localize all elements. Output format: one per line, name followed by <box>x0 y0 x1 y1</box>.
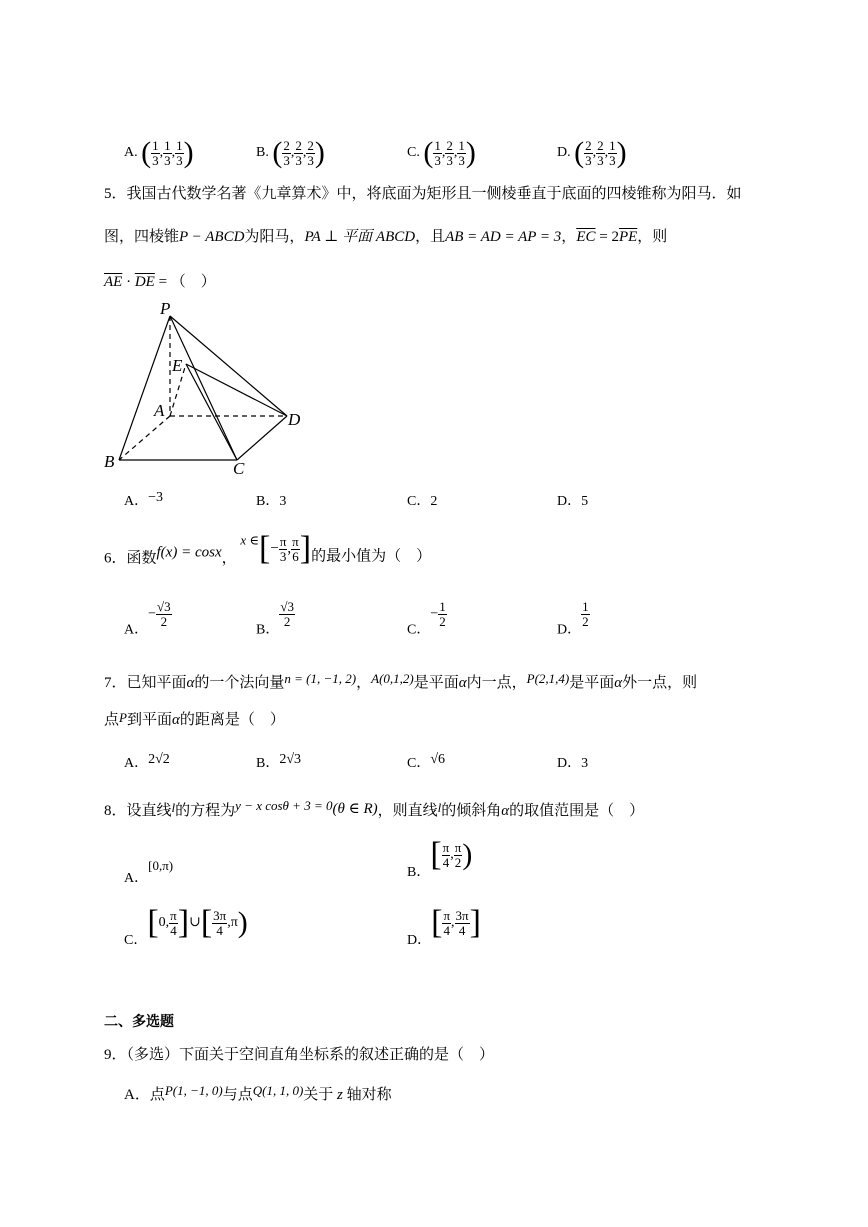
q8-option-a: A．[0,π) <box>124 858 174 886</box>
segment-ec <box>186 364 237 460</box>
q6-stem: 6．函数f(x) = cosx， x ∈[− $\frac{\pi}{3}$ , $\frac{\pi}{6}$ ]的最小值为（ ） <box>104 530 432 567</box>
vector-ec: $\overline{EC}$ <box>576 229 596 245</box>
label-e: E <box>172 356 183 375</box>
edge-cd <box>237 416 287 460</box>
q7-option-c: C．√6 <box>407 752 446 771</box>
label-a: A <box>154 401 165 420</box>
q4-option-c: C. ( $\frac{1}{3}$ , $\frac{2}{3}$ , $\frac{1}{3}$ ) <box>407 136 476 169</box>
edge-pb <box>119 316 170 460</box>
q9-stem: 9．（多选）下面关于空间直角坐标系的叙述正确的是（ ） <box>104 1047 495 1063</box>
q7-option-d: D．3 <box>557 756 589 771</box>
q4-option-d: D. ( $\frac{2}{3}$ , $\frac{2}{3}$ , $\frac{1}{3}$ ) <box>557 136 627 169</box>
section-heading: 二、多选题 <box>104 1014 174 1030</box>
q5-option-a: A．−3 <box>124 490 164 509</box>
q7-option-a: A．2√2 <box>124 752 170 771</box>
q5-option-c: C．2 <box>407 494 438 509</box>
label-b: B <box>104 452 115 471</box>
q5-line1: 5．我国古代数学名著《九章算术》中，将底面为矩形且一侧棱垂直于底面的四棱锥称为阳马．如 <box>104 186 742 202</box>
label-p: P <box>160 299 171 318</box>
q4-option-b: B. ( $\frac{2}{3}$ , $\frac{2}{3}$ , $\frac{2}{3}$ ) <box>256 136 325 169</box>
q5-line3: $\overline{AE} \cdot \overline{DE}$ = （ ） <box>104 274 216 290</box>
pyramid-figure <box>96 296 316 482</box>
q6-option-c: C．− $\frac{1}{2}$ <box>407 599 446 638</box>
q5-option-d: D．5 <box>557 494 589 509</box>
q6-option-b: B． $\frac{√3}{2}$ <box>256 599 294 638</box>
q8-option-b: B．[ $\frac{\pi}{4}$ , $\frac{\pi}{2}$ ) <box>407 836 473 881</box>
q6-option-a: A．− $\frac{√3}{2}$ <box>124 599 171 638</box>
edge-pc <box>170 316 237 460</box>
vector-de: $\overline{DE}$ <box>134 274 155 290</box>
q4-option-a: A. ( $\frac{1}{3}$ , $\frac{1}{3}$ , $\frac{1}{3}$ ) <box>124 136 194 169</box>
q6-option-d: D． $\frac{1}{2}$ <box>557 599 589 638</box>
q7-line2: 点P到平面α的距离是（ ） <box>104 710 285 728</box>
q9-option-a: A．点P(1, −1, 0)与点Q(1, 1, 0)关于 z 轴对称 <box>124 1083 392 1103</box>
segment-ed <box>186 364 287 416</box>
label-c: C <box>233 459 245 478</box>
q5-line2: 图，四棱锥P − ABCD为阳马，PA ⊥ 平面 ABCD，且AB = AD = AP = 3，$\overline{EC} = 2\overline{PE}$，则 <box>104 229 668 245</box>
q8-stem: 8．设直线l的方程为y − x cosθ + 3 = 0(θ ∈ R)，则直线l的倾斜角α的取值范围是（ ） <box>104 798 645 819</box>
q7-line1: 7．已知平面α的一个法向量n = (1, −1, 2)，A(0,1,2)是平面α内一点，P(2,1,4)是平面α外一点，则 <box>104 671 698 691</box>
vector-ae: $\overline{AE}$ <box>104 274 123 290</box>
q5-option-b: B．3 <box>256 494 287 509</box>
q7-option-b: B．2√3 <box>256 752 302 771</box>
label-d: D <box>288 410 301 429</box>
vector-pe: $\overline{PE}$ <box>618 229 638 245</box>
q8-option-d: D．[ $\frac{\pi}{4}$ , $\frac{3\pi}{4}$ ] <box>407 904 481 949</box>
q8-option-c: C．[0, $\frac{\pi}{4}$ ]∪[ $\frac{3\pi}{4}$ ,π) <box>124 904 248 949</box>
